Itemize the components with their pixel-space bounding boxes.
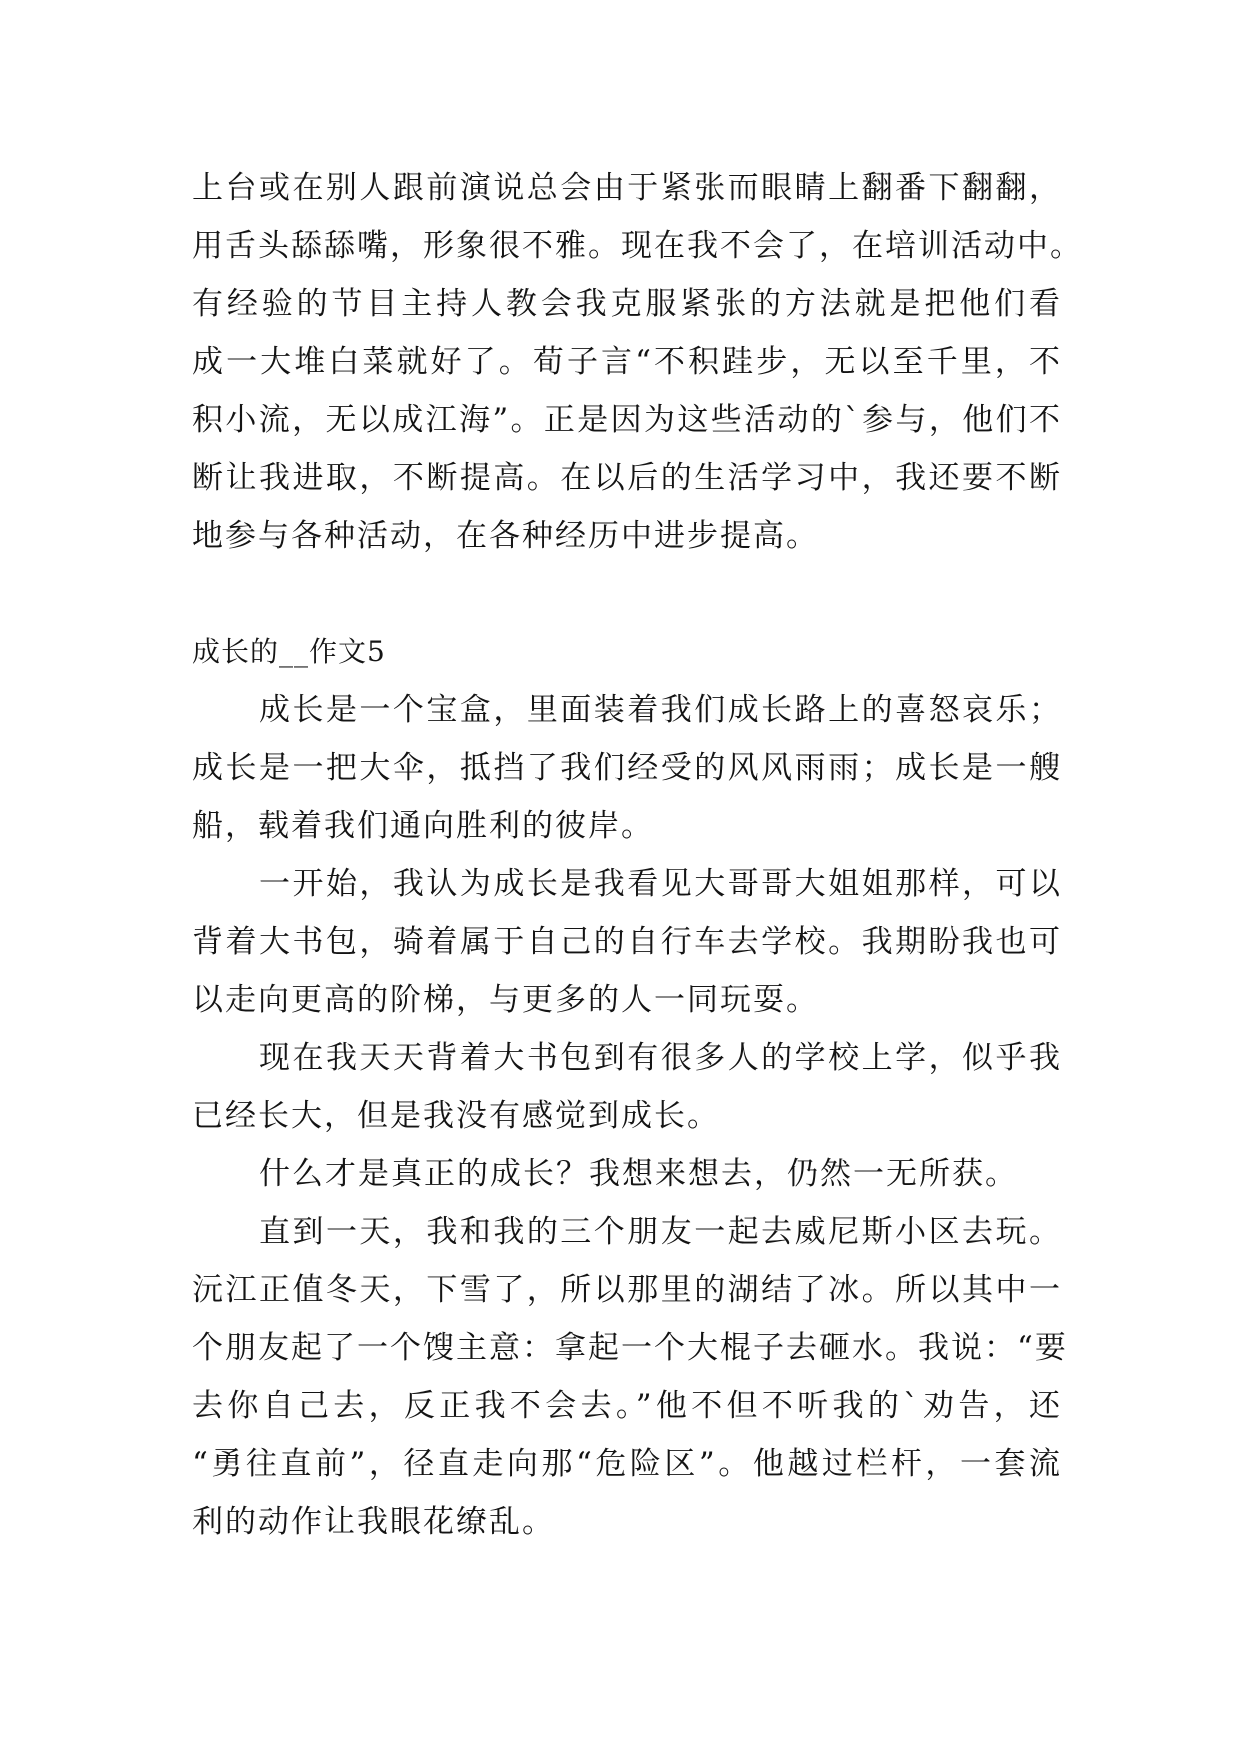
text-line: 直到一天，我和我的三个朋友一起去威尼斯小区去玩。 xyxy=(259,1214,1062,1250)
text-line: 个朋友起了一个馊主意：拿起一个大棍子去砸水。我说：“要 xyxy=(192,1330,1068,1366)
paragraph xyxy=(192,855,1062,1029)
text-line: 成一大堆白菜就好了。荀子言“不积跬步，无以至千里，不 xyxy=(192,344,1062,380)
paragraph xyxy=(192,1203,1068,1551)
text-line: 成长是一把大伞，抵挡了我们经受的风风雨雨；成长是一艘 xyxy=(192,750,1062,786)
text-line: 上台或在别人跟前演说总会由于紧张而眼睛上翻番下翻翻， xyxy=(192,170,1062,206)
text-line: 用舌头舔舔嘴，形象很不雅。现在我不会了，在培训活动中。 xyxy=(192,228,1083,264)
text-line: 积小流，无以成江海”。正是因为这些活动的`参与，他们不 xyxy=(192,402,1062,438)
blank-line xyxy=(192,565,1062,623)
text-line: 断让我进取，不断提高。在以后的生活学习中，我还要不断 xyxy=(192,460,1062,496)
text-line: 去你自己去，反正我不会去。”他不但不听我的`劝告，还 xyxy=(192,1388,1062,1424)
text-line: 沅江正值冬天，下雪了，所以那里的湖结了冰。所以其中一 xyxy=(192,1272,1062,1308)
paragraph-continuation xyxy=(192,159,1083,565)
text-line: 一开始，我认为成长是我看见大哥哥大姐姐那样，可以 xyxy=(259,866,1062,902)
text-line: 地参与各种活动，在各种经历中进步提高。 xyxy=(192,518,819,554)
paragraph xyxy=(192,1029,1062,1145)
text-line: 已经长大，但是我没有感觉到成长。 xyxy=(192,1098,720,1134)
text-line: “勇往直前”，径直走向那“危险区”。他越过栏杆，一套流 xyxy=(192,1446,1062,1482)
document-body xyxy=(192,159,1083,1551)
paragraph xyxy=(192,1145,1062,1203)
text-line: 有经验的节目主持人教会我克服紧张的方法就是把他们看 xyxy=(192,286,1062,322)
section-heading: 成长的__作文5 xyxy=(192,635,386,668)
text-line: 成长是一个宝盒，里面装着我们成长路上的喜怒哀乐； xyxy=(259,692,1062,728)
text-line: 什么才是真正的成长？我想来想去，仍然一无所获。 xyxy=(259,1156,1018,1192)
text-line: 以走向更高的阶梯，与更多的人一同玩耍。 xyxy=(192,982,819,1018)
text-line: 现在我天天背着大书包到有很多人的学校上学，似乎我 xyxy=(259,1040,1062,1076)
text-line: 船，载着我们通向胜利的彼岸。 xyxy=(192,808,654,844)
text-line: 背着大书包，骑着属于自己的自行车去学校。我期盼我也可 xyxy=(192,924,1062,960)
paragraph xyxy=(192,681,1062,855)
text-line: 利的动作让我眼花缭乱。 xyxy=(192,1504,555,1540)
